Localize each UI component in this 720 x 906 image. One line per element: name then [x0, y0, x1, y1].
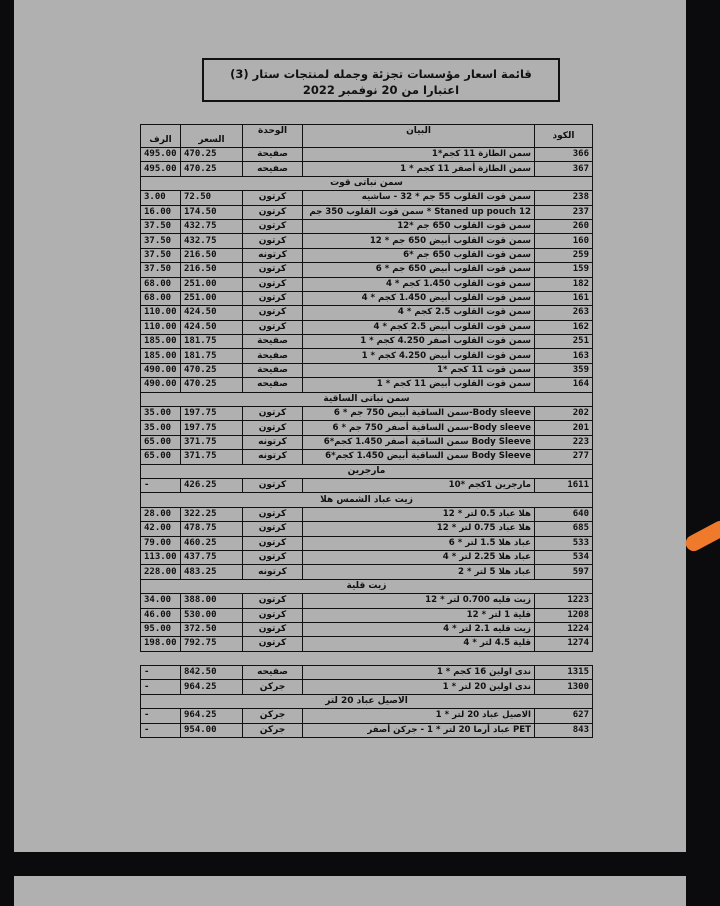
cell-code: 259: [535, 248, 593, 262]
cell-description: سمن قوت القلوب أبيض 1.450 كجم * 4: [303, 291, 535, 305]
effective-date: اعتبارا من 20 نوفمبر 2022: [302, 83, 460, 97]
cell-description: هلا عباد 0.75 لتر * 12: [303, 522, 535, 536]
table-row: [141, 219, 593, 233]
cell-description: مارجرين 1كجم *10: [303, 478, 535, 492]
cell-description: سمن قوت القلوب أبيض 650 جم * 12: [303, 234, 535, 248]
cell-code: 251: [535, 335, 593, 349]
cell-shelf-price: 37.50: [141, 234, 181, 248]
cell-shelf-price: 185.00: [141, 349, 181, 363]
table-row: [141, 234, 593, 248]
table-row: [141, 277, 593, 291]
cell-description: قلية 1 لتر * 12: [303, 608, 535, 622]
cell-shelf-price: -: [141, 680, 181, 694]
cell-code: 223: [535, 435, 593, 449]
cell-description: سمن الطازة أصفر 11 كجم * 1: [303, 162, 535, 176]
cell-description: سمن قوت القلوب 650 جم *6: [303, 248, 535, 262]
section-header-row: [141, 464, 593, 478]
cell-description: سمن الطازة 11 كجم*1: [303, 148, 535, 162]
cell-code: 277: [535, 450, 593, 464]
col-header-price: السعر: [181, 125, 243, 148]
cell-description: Body sleeve-سمن الساقية أصفر 750 جم * 6: [303, 421, 535, 435]
cell-price: 460.25: [181, 536, 243, 550]
cell-unit: صفيحه: [243, 162, 303, 176]
cell-description: سمن قوت القلوب أبيض 650 جم * 6: [303, 263, 535, 277]
cell-unit: كرتون: [243, 594, 303, 608]
cell-price: 424.50: [181, 306, 243, 320]
cell-description: Body Sleeve سمن الساقية أبيض 1.450 كجم*6: [303, 450, 535, 464]
cell-description: سمن قوت القلوب أبيض 4.250 كجم * 1: [303, 349, 535, 363]
cell-price: 954.00: [181, 723, 243, 737]
cell-shelf-price: 113.00: [141, 550, 181, 564]
table-row: [141, 709, 593, 723]
table-row: [141, 723, 593, 737]
table-row: [141, 608, 593, 622]
cell-price: 470.25: [181, 363, 243, 377]
cell-unit: صفيحة: [243, 335, 303, 349]
cell-unit: كرتون: [243, 637, 303, 651]
cell-description: زيت قليه 2.1 لتر * 4: [303, 622, 535, 636]
cell-unit: جركن: [243, 709, 303, 723]
section-title: زيت عباد الشمس هلا: [141, 493, 593, 507]
cell-code: 685: [535, 522, 593, 536]
cell-unit: كرتون: [243, 234, 303, 248]
table-row: [141, 407, 593, 421]
col-header-description: البيان: [303, 125, 535, 148]
cell-shelf-price: 65.00: [141, 450, 181, 464]
cell-unit: كرتون: [243, 219, 303, 233]
cell-unit: جركن: [243, 723, 303, 737]
cell-description: سمن قوت القلوب أبيض 11 كجم * 1: [303, 378, 535, 392]
table-row: [141, 320, 593, 334]
cell-code: 160: [535, 234, 593, 248]
cell-price: 530.00: [181, 608, 243, 622]
cell-price: 964.25: [181, 709, 243, 723]
cell-code: 1300: [535, 680, 593, 694]
cell-description: ندى اولين 16 كجم * 1: [303, 666, 535, 680]
cell-price: 432.75: [181, 234, 243, 248]
cell-unit: كرتون: [243, 191, 303, 205]
cell-shelf-price: -: [141, 666, 181, 680]
cell-shelf-price: 495.00: [141, 148, 181, 162]
cell-shelf-price: 35.00: [141, 421, 181, 435]
table-row: [141, 248, 593, 262]
table-row: [141, 148, 593, 162]
cell-price: 842.50: [181, 666, 243, 680]
cell-shelf-price: 16.00: [141, 205, 181, 219]
cell-description: Staned up pouch 12 * سمن قوت القلوب 350 جم: [303, 205, 535, 219]
cell-shelf-price: 37.50: [141, 219, 181, 233]
cell-shelf-price: -: [141, 478, 181, 492]
cell-unit: كرتون: [243, 507, 303, 521]
cell-description: PET عباد أرما 20 لتر * 1 - جركن أصفر: [303, 723, 535, 737]
cell-unit: كرتونه: [243, 248, 303, 262]
cell-price: 251.00: [181, 277, 243, 291]
table-row: [141, 637, 593, 651]
cell-description: سمن قوت القلوب 1.450 كجم * 4: [303, 277, 535, 291]
cell-code: 163: [535, 349, 593, 363]
table-row: [141, 550, 593, 564]
cell-code: 366: [535, 148, 593, 162]
cell-description: سمن قوت القلوب 55 جم * 32 - ساشيه: [303, 191, 535, 205]
cell-price: 251.00: [181, 291, 243, 305]
cell-code: 367: [535, 162, 593, 176]
cell-code: 164: [535, 378, 593, 392]
table-row: [141, 594, 593, 608]
cell-unit: كرتون: [243, 536, 303, 550]
cell-code: 627: [535, 709, 593, 723]
cell-code: 1315: [535, 666, 593, 680]
cell-code: 260: [535, 219, 593, 233]
table-row: [141, 306, 593, 320]
cell-unit: كرتون: [243, 306, 303, 320]
cell-unit: صفيحة: [243, 349, 303, 363]
cell-price: 470.25: [181, 378, 243, 392]
cell-description: زيت قليه 0.700 لتر * 12: [303, 594, 535, 608]
cell-code: 161: [535, 291, 593, 305]
cell-description: سمن قوت القلوب 650 جم *12: [303, 219, 535, 233]
cell-shelf-price: 495.00: [141, 162, 181, 176]
cell-unit: كرتونه: [243, 435, 303, 449]
cell-unit: صفيحة: [243, 148, 303, 162]
cell-unit: جركن: [243, 680, 303, 694]
orange-swoosh-decoration: [683, 518, 720, 554]
cell-price: 216.50: [181, 263, 243, 277]
cell-shelf-price: 28.00: [141, 507, 181, 521]
cell-shelf-price: 95.00: [141, 622, 181, 636]
table-row: [141, 349, 593, 363]
col-header-unit: الوحدة: [243, 125, 303, 148]
cell-description: Body sleeve-سمن الساقية أبيض 750 جم * 6: [303, 407, 535, 421]
table-row: [141, 507, 593, 521]
cell-code: 1224: [535, 622, 593, 636]
cell-unit: كرتون: [243, 263, 303, 277]
cell-shelf-price: 34.00: [141, 594, 181, 608]
cell-description: Body Sleeve سمن الساقية أصفر 1.450 كجم*6: [303, 435, 535, 449]
table-row: [141, 435, 593, 449]
table-row: [141, 335, 593, 349]
cell-unit: كرتونه: [243, 565, 303, 579]
cell-shelf-price: 185.00: [141, 335, 181, 349]
cell-shelf-price: 46.00: [141, 608, 181, 622]
cell-shelf-price: 37.50: [141, 263, 181, 277]
cell-price: 388.00: [181, 594, 243, 608]
section-title: سمن نباتى الساقية: [141, 392, 593, 406]
cell-code: 201: [535, 421, 593, 435]
cell-description: قلية 4.5 لتر * 4: [303, 637, 535, 651]
cell-description: عباد هلا 1.5 لتر * 6: [303, 536, 535, 550]
cell-code: 263: [535, 306, 593, 320]
table-row: [141, 536, 593, 550]
cell-unit: كرتونه: [243, 450, 303, 464]
table-row: [141, 622, 593, 636]
cell-shelf-price: 35.00: [141, 407, 181, 421]
table-row: [141, 478, 593, 492]
cell-shelf-price: 65.00: [141, 435, 181, 449]
price-table: [140, 124, 593, 738]
cell-description: سمن قوت 11 كجم *1: [303, 363, 535, 377]
cell-unit: كرتون: [243, 277, 303, 291]
cell-unit: كرتون: [243, 522, 303, 536]
cell-price: 181.75: [181, 335, 243, 349]
cell-shelf-price: 110.00: [141, 306, 181, 320]
cell-shelf-price: 110.00: [141, 320, 181, 334]
cell-price: 216.50: [181, 248, 243, 262]
cell-code: 1611: [535, 478, 593, 492]
cell-description: هلا عباد 0.5 لتر * 12: [303, 507, 535, 521]
cell-description: سمن قوت القلوب أصفر 4.250 كجم * 1: [303, 335, 535, 349]
cell-price: 372.50: [181, 622, 243, 636]
cell-code: 159: [535, 263, 593, 277]
cell-code: 1223: [535, 594, 593, 608]
cell-code: 237: [535, 205, 593, 219]
table-row: [141, 291, 593, 305]
table-row: [141, 205, 593, 219]
cell-code: 640: [535, 507, 593, 521]
cell-price: 478.75: [181, 522, 243, 536]
section-header-row: [141, 176, 593, 190]
cell-price: 174.50: [181, 205, 243, 219]
cell-description: سمن قوت القلوب أبيض 2.5 كجم * 4: [303, 320, 535, 334]
table-row: [141, 666, 593, 680]
section-title: الاصيل عباد 20 لتر: [141, 694, 593, 708]
cell-unit: صفيحه: [243, 666, 303, 680]
cell-unit: كرتون: [243, 407, 303, 421]
cell-price: 483.25: [181, 565, 243, 579]
cell-code: 162: [535, 320, 593, 334]
cell-shelf-price: -: [141, 723, 181, 737]
table-row: [141, 263, 593, 277]
section-header-row: [141, 579, 593, 593]
cell-shelf-price: 79.00: [141, 536, 181, 550]
table-header-row: [141, 125, 593, 148]
cell-unit: كرتون: [243, 622, 303, 636]
cell-price: 322.25: [181, 507, 243, 521]
cell-shelf-price: 42.00: [141, 522, 181, 536]
cell-code: 597: [535, 565, 593, 579]
cell-price: 432.75: [181, 219, 243, 233]
cell-description: ندى اولين 20 لتر * 1: [303, 680, 535, 694]
cell-description: سمن قوت القلوب 2.5 كجم * 4: [303, 306, 535, 320]
page-title: قائمة اسعار مؤسسات تجزئة وجمله لمنتجات ستار (3): [230, 67, 532, 81]
cell-unit: كرتون: [243, 205, 303, 219]
group-gap: [141, 651, 593, 665]
cell-unit: كرتون: [243, 291, 303, 305]
title-box: [202, 58, 560, 102]
cell-unit: كرتون: [243, 421, 303, 435]
cell-price: 181.75: [181, 349, 243, 363]
cell-code: 843: [535, 723, 593, 737]
cell-price: 371.75: [181, 450, 243, 464]
cell-shelf-price: 37.50: [141, 248, 181, 262]
cell-code: 359: [535, 363, 593, 377]
cell-price: 470.25: [181, 162, 243, 176]
cell-shelf-price: 490.00: [141, 363, 181, 377]
cell-description: عباد هلا 5 لتر * 2: [303, 565, 535, 579]
cell-unit: كرتون: [243, 320, 303, 334]
table-row: [141, 378, 593, 392]
cell-unit: كرتون: [243, 478, 303, 492]
cell-unit: كرتون: [243, 608, 303, 622]
cell-shelf-price: -: [141, 709, 181, 723]
section-header-row: [141, 392, 593, 406]
section-title: سمن نباتى قوت: [141, 176, 593, 190]
cell-code: 1274: [535, 637, 593, 651]
cell-price: 426.25: [181, 478, 243, 492]
cell-unit: كرتون: [243, 550, 303, 564]
cell-price: 371.75: [181, 435, 243, 449]
section-header-row: [141, 694, 593, 708]
table-body: [141, 148, 593, 738]
cell-price: 437.75: [181, 550, 243, 564]
cell-code: 533: [535, 536, 593, 550]
cell-shelf-price: 490.00: [141, 378, 181, 392]
table-row: [141, 565, 593, 579]
section-title: مارجرين: [141, 464, 593, 478]
cell-description: عباد هلا 2.25 لتر * 4: [303, 550, 535, 564]
cell-shelf-price: 228.00: [141, 565, 181, 579]
cell-unit: صفيحه: [243, 378, 303, 392]
col-header-code: الكود: [535, 125, 593, 148]
table-row: [141, 522, 593, 536]
cell-code: 238: [535, 191, 593, 205]
cell-description: الاصيل عباد 20 لتر * 1: [303, 709, 535, 723]
cell-price: 964.25: [181, 680, 243, 694]
cell-price: 424.50: [181, 320, 243, 334]
col-header-shelf: الرف: [141, 125, 181, 148]
cell-price: 792.75: [181, 637, 243, 651]
cell-price: 197.75: [181, 421, 243, 435]
cell-unit: صفيحة: [243, 363, 303, 377]
cell-shelf-price: 198.00: [141, 637, 181, 651]
section-header-row: [141, 493, 593, 507]
cell-price: 197.75: [181, 407, 243, 421]
table-row: [141, 680, 593, 694]
section-title: زيت قلية: [141, 579, 593, 593]
table-row: [141, 191, 593, 205]
table-row: [141, 450, 593, 464]
cell-shelf-price: 68.00: [141, 277, 181, 291]
cell-code: 182: [535, 277, 593, 291]
table-row: [141, 363, 593, 377]
next-page-edge: [14, 876, 686, 906]
cell-price: 470.25: [181, 148, 243, 162]
table-row: [141, 421, 593, 435]
cell-shelf-price: 3.00: [141, 191, 181, 205]
cell-price: 72.50: [181, 191, 243, 205]
table-row: [141, 162, 593, 176]
cell-code: 534: [535, 550, 593, 564]
cell-code: 202: [535, 407, 593, 421]
cell-code: 1208: [535, 608, 593, 622]
cell-shelf-price: 68.00: [141, 291, 181, 305]
